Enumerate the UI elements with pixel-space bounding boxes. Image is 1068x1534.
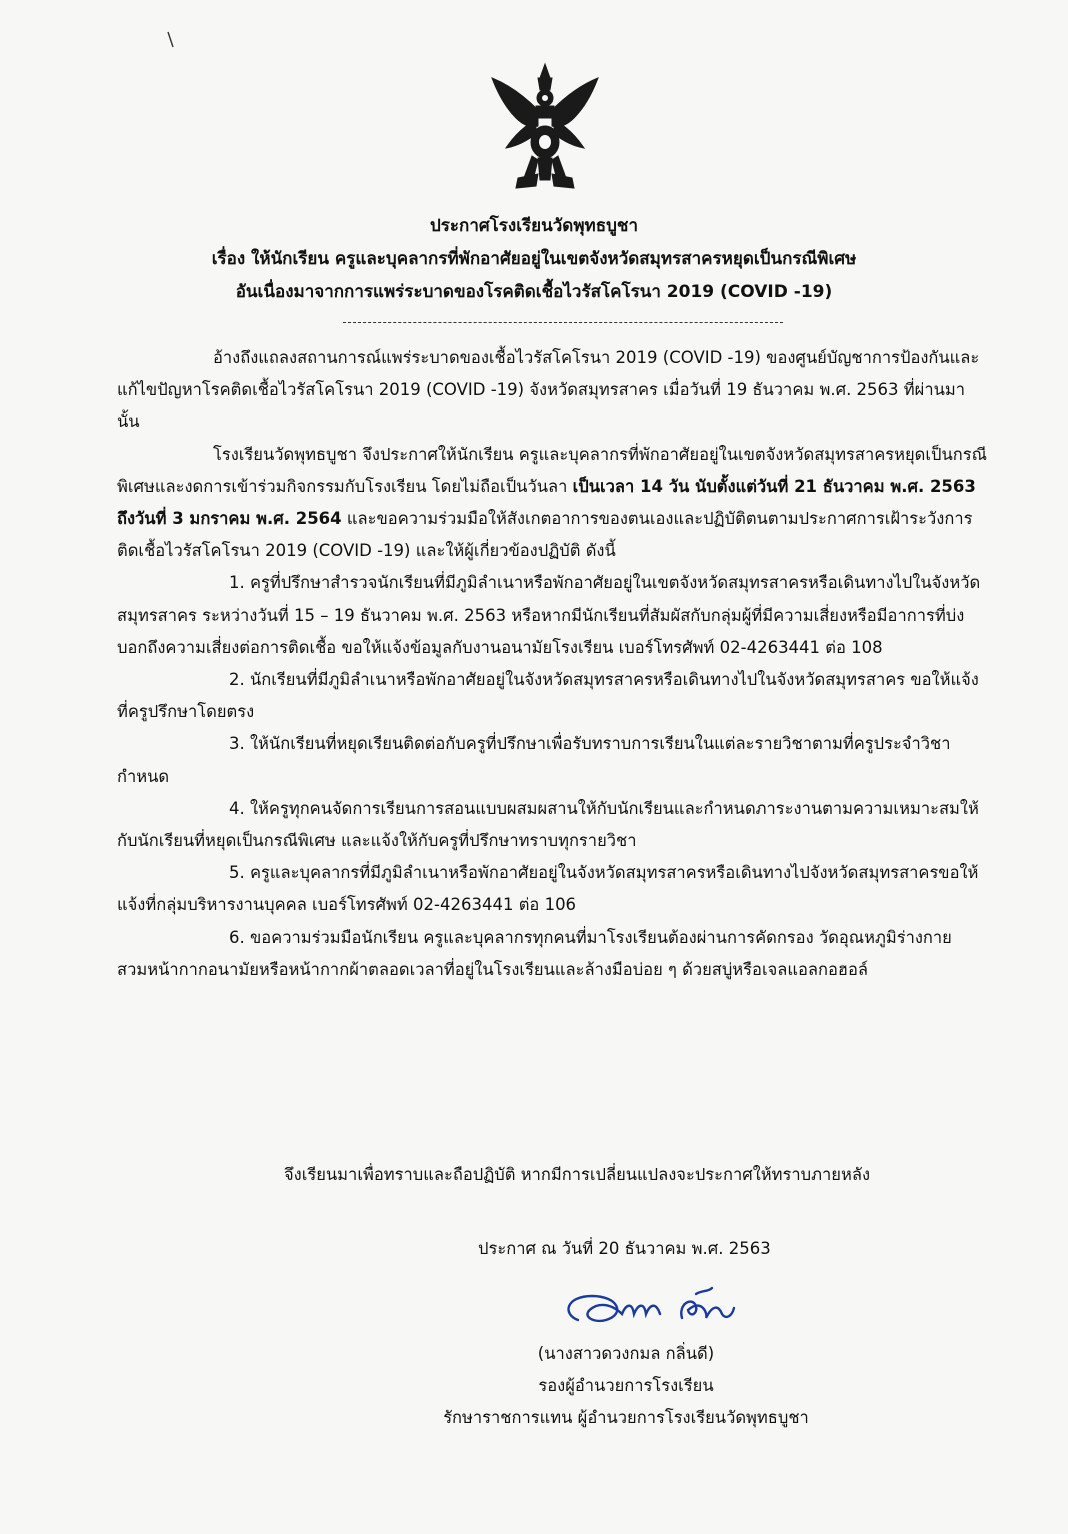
announcement-subject-cont: อันเนื่องมาจากการแพร่ระบาดของโรคติดเชื้อไวรัสโคโรนา 2019 (COVID -19): [235, 282, 833, 302]
header-divider: [343, 322, 783, 323]
announcement-date: ประกาศ ณ วันที่ 20 ธันวาคม พ.ศ. 2563: [478, 1239, 771, 1258]
signature: [556, 1284, 746, 1336]
paragraph-order-period: เป็นเวลา 14 วัน นับตั้งแต่วันที่ 21 ธันวาคม พ.ศ. 2563 ถึงวันที่ 3 มกราคม พ.ศ. 2564: [117, 476, 976, 529]
list-item-6: 6. ขอความร่วมมือนักเรียน ครูและบุคลากรทุกคนที่มาโรงเรียนต้องผ่านการคัดกรอง วัดอุณหภูมิร่างกาย สวมหน้ากากอนามัยหรือหน้ากากผ้าตลอดเวลาที่อยู่ในโรงเรียนและล้างมือบ่อย ๆ ด้วยสบู่หรือเจลแอลกอฮอล์: [117, 927, 952, 979]
signer-position: รองผู้อำนวยการโรงเรียน: [538, 1376, 714, 1395]
list-item-1: 1. ครูที่ปรึกษาสำรวจนักเรียนที่มีภูมิลำเนาหรือพักอาศัยอยู่ในเขตจังหวัดสมุทรสาครหรือเดินทางไปในจังหวัดสมุทรสาคร ระหว่างวันที่ 15 – 19 ธันวาคม พ.ศ. 2563 หรือหากมีนักเรียนที่สัมผัสกับกลุ่มผู้ที่มีความเสี่ยงหรือมีอาการที่บ่งบอกถึงความเสี่ยงต่อการติดเชื้อ ขอให้แจ้งข้อมูลกับงานอนามัยโรงเรียน เบอร์โทรศัพท์ 02-4263441 ต่อ 108: [117, 573, 981, 657]
announcement-subject: เรื่อง ให้นักเรียน ครูและบุคลากรที่พักอาศัยอยู่ในเขตจังหวัดสมุทรสาครหยุดเป็นกรณีพิเศษ: [211, 249, 857, 269]
announcement-issuer: ประกาศโรงเรียนวัดพุทธบูชา: [429, 216, 639, 236]
announcement-body: [117, 342, 987, 986]
list-item-4: 4. ให้ครูทุกคนจัดการเรียนการสอนแบบผสมผสานให้กับนักเรียนและกำหนดภาระงานตามความเหมาะสมให้กับนักเรียนที่หยุดเป็นกรณีพิเศษ และแจ้งให้กับครูที่ปรึกษาทราบทุกรายวิชา: [117, 798, 979, 851]
closing-statement: จึงเรียนมาเพื่อทราบและถือปฏิบัติ หากมีการเปลี่ยนแปลงจะประกาศให้ทราบภายหลัง: [284, 1165, 871, 1184]
list-item-3: 3. ให้นักเรียนที่หยุดเรียนติดต่อกับครูที่ปรึกษาเพื่อรับทราบการเรียนในแต่ละรายวิชาตามที่ครูประจำวิชากำหนด: [117, 734, 951, 786]
signer-name: (นางสาวดวงกมล กลิ่นดี): [537, 1344, 715, 1363]
garuda-emblem-icon: [488, 60, 602, 195]
list-item-5: 5. ครูและบุคลากรที่มีภูมิลำเนาหรือพักอาศัยอยู่ในจังหวัดสมุทรสาครหรือเดินทางไปจังหวัดสมุทรสาครขอให้แจ้งที่กลุ่มบริหารงานบุคคล เบอร์โทรศัพท์ 02-4263441 ต่อ 106: [117, 863, 979, 915]
paragraph-order-text-a: โรงเรียนวัดพุทธบูชา จึงประกาศให้นักเรียน ครูและบุคลากรที่พักอาศัยอยู่ในเขตจังหวัดสมุทรสาครหยุดเป็นกรณีพิเศษและงดการเข้าร่วมกิจกรรมกับโรงเรียน โดยไม่ถือเป็นวันลา: [117, 444, 987, 496]
paragraph-reference: อ้างถึงแถลงสถานการณ์แพร่ระบาดของเชื้อไวรัสโคโรนา 2019 (COVID -19) ของศูนย์บัญชาการป้องกันและแก้ไขปัญหาโรคติดเชื้อไวรัสโคโรนา 2019 (COVID -19) จังหวัดสมุทรสาคร เมื่อวันที่ 19 ธันวาคม พ.ศ. 2563 ที่ผ่านมานั้น: [117, 348, 980, 432]
list-item-2: 2. นักเรียนที่มีภูมิลำเนาหรือพักอาศัยอยู่ในจังหวัดสมุทรสาครหรือเดินทางไปในจังหวัดสมุทรสาคร ขอให้แจ้งที่ครูปรึกษาโดยตรง: [117, 670, 979, 722]
pen-mark: [166, 30, 176, 50]
paragraph-order-text-b: และขอความร่วมมือให้สังเกตอาการของตนเองและปฏิบัติตนตามประกาศการเฝ้าระวังการติดเชื้อไวรัสโคโรนา 2019 (COVID -19) และให้ผู้เกี่ยวข้องปฏิบัติ ดังนี้: [117, 509, 973, 561]
paragraph-order: [117, 439, 987, 568]
announcement-header: [0, 210, 1068, 309]
signer-acting-position: รักษาราชการแทน ผู้อำนวยการโรงเรียนวัดพุทธบูชา: [443, 1408, 809, 1427]
signer-block: [416, 1338, 836, 1434]
